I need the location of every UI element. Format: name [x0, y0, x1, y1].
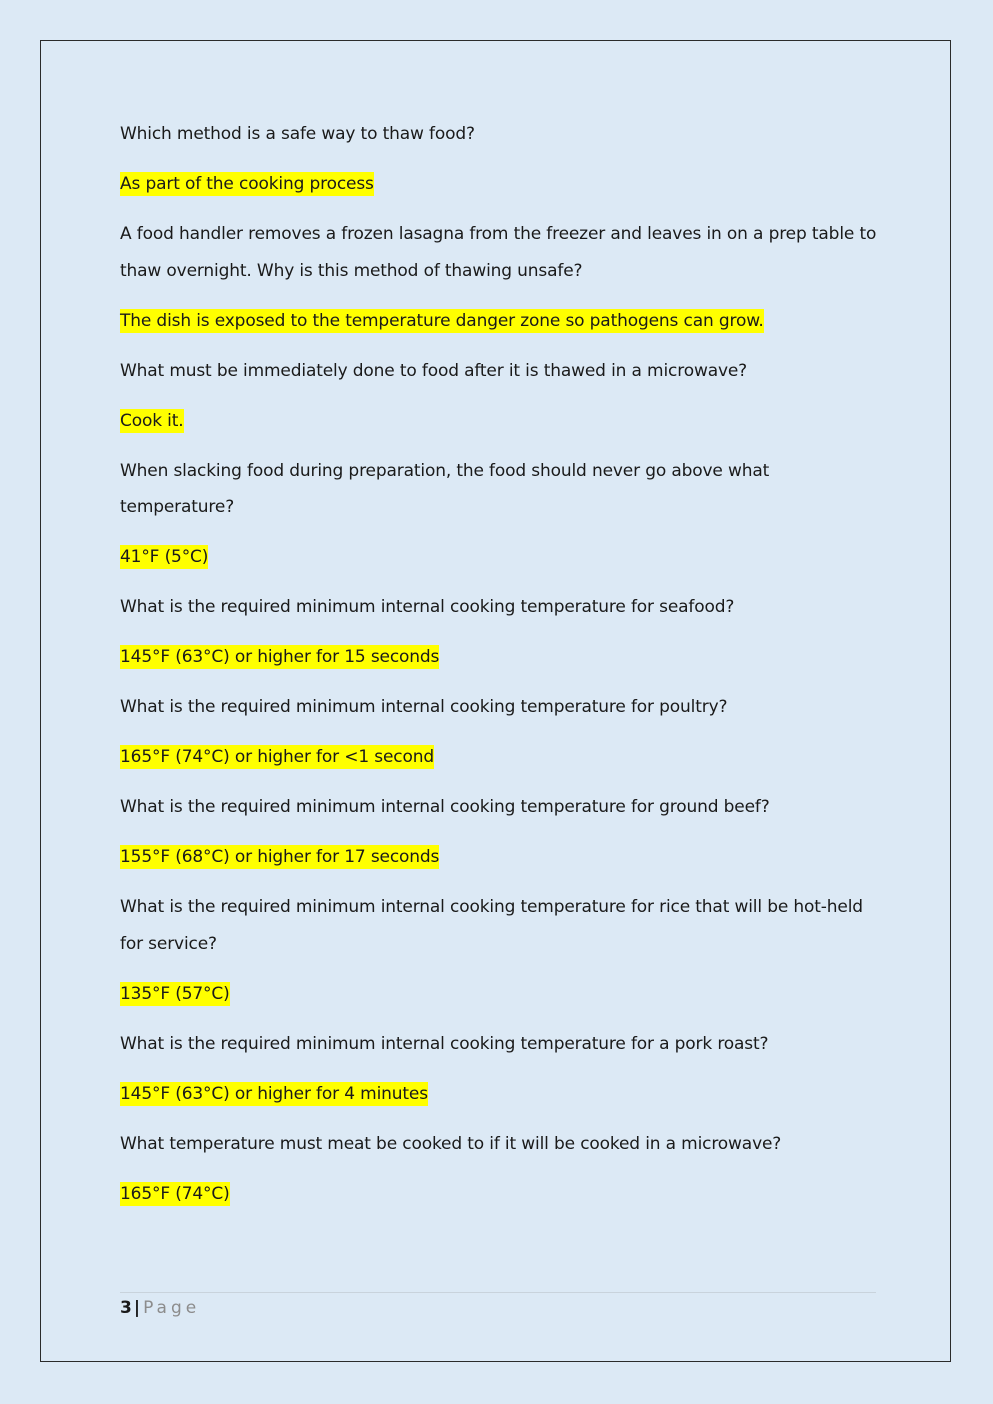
page-number: 3	[120, 1298, 132, 1318]
question-text: A food handler removes a frozen lasagna from the freezer and leaves in on a prep table to thaw overnight. Why is this method of thawing unsafe?	[120, 224, 877, 281]
page-footer	[120, 1296, 200, 1320]
highlighted-answer: 155°F (68°C) or higher for 17 seconds	[120, 847, 440, 867]
answer-text	[120, 1176, 880, 1213]
question-text: What temperature must meat be cooked to if it will be cooked in a microwave?	[120, 1133, 782, 1154]
footer-divider	[120, 1292, 876, 1293]
question-text: What is the required minimum internal cooking temperature for a pork roast?	[120, 1033, 769, 1054]
question-text: When slacking food during preparation, the food should never go above what temperature?	[120, 460, 770, 517]
highlighted-answer: 41°F (5°C)	[120, 547, 209, 567]
highlighted-answer: As part of the cooking process	[120, 174, 374, 194]
highlighted-answer: 145°F (63°C) or higher for 15 seconds	[120, 647, 440, 667]
answer-text	[120, 639, 880, 676]
highlighted-answer: 165°F (74°C) or higher for <1 second	[120, 747, 434, 767]
highlighted-answer: 145°F (63°C) or higher for 4 minutes	[120, 1083, 428, 1104]
document-body	[120, 116, 880, 1226]
question-text: Which method is a safe way to thaw food?	[120, 124, 475, 144]
answer-text	[120, 976, 880, 1013]
question-text: What is the required minimum internal cooking temperature for poultry?	[120, 697, 728, 717]
question-text: What is the required minimum internal cooking temperature for seafood?	[120, 597, 735, 617]
highlighted-answer: Cook it.	[120, 410, 184, 431]
answer-text	[120, 166, 880, 203]
answer-text	[120, 303, 880, 340]
footer-separator: |	[133, 1298, 141, 1318]
question-text: What is the required minimum internal cooking temperature for rice that will be hot-held for service?	[120, 897, 863, 954]
question-text: What is the required minimum internal cooking temperature for ground beef?	[120, 797, 770, 817]
answer-text	[120, 839, 880, 876]
page-label: Page	[143, 1298, 201, 1318]
answer-text	[120, 739, 880, 776]
answer-text	[120, 1076, 880, 1113]
answer-text	[120, 403, 880, 440]
highlighted-answer: The dish is exposed to the temperature danger zone so pathogens can grow.	[120, 310, 764, 331]
highlighted-answer: 165°F (74°C)	[120, 1183, 230, 1204]
highlighted-answer: 135°F (57°C)	[120, 983, 230, 1004]
answer-text	[120, 539, 880, 576]
question-text: What must be immediately done to food after it is thawed in a microwave?	[120, 360, 748, 381]
